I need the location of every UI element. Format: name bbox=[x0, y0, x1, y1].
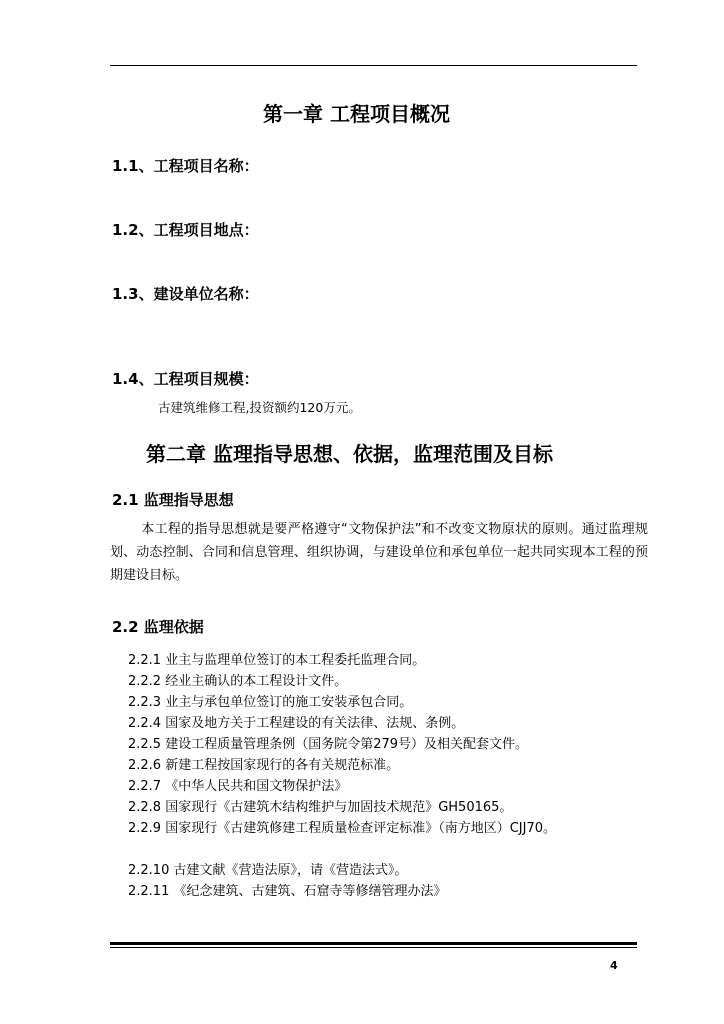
project-scale-text: 古建筑维修工程,投资额约120万元。 bbox=[158, 400, 361, 415]
page-number: 4 bbox=[610, 959, 618, 972]
basis-item: 2.2.6 新建工程按国家现行的各有关规范标准。 bbox=[128, 758, 400, 773]
item-1-3-label: 1.3、建设单位名称： bbox=[112, 285, 259, 303]
chapter1-title: 第一章 工程项目概况 bbox=[263, 102, 450, 126]
basis-item: 2.2.10 古建文献《营造法原》，请《营造法式》。 bbox=[128, 863, 408, 878]
section-2-1-heading: 2.1 监理指导思想 bbox=[112, 491, 234, 509]
item-1-2-label: 1.2、工程项目地点： bbox=[112, 221, 259, 239]
basis-item: 2.2.11 《纪念建筑、古建筑、石窟寺等修缮管理办法》 bbox=[128, 884, 447, 899]
footer-rule-thin bbox=[110, 947, 637, 948]
basis-item: 2.2.7 《中华人民共和国文物保护法》 bbox=[128, 779, 348, 794]
basis-item: 2.2.9 国家现行《古建筑修建工程质量检查评定标准》（南方地区）CJJ70。 bbox=[128, 821, 556, 836]
section-2-2-heading: 2.2 监理依据 bbox=[112, 618, 204, 636]
header-rule bbox=[110, 65, 637, 66]
basis-item: 2.2.4 国家及地方关于工程建设的有关法律、法规、条例。 bbox=[128, 716, 465, 731]
basis-item: 2.2.1 业主与监理单位签订的本工程委托监理合同。 bbox=[128, 653, 426, 668]
basis-item: 2.2.8 国家现行《古建筑木结构维护与加固技术规范》GH50165。 bbox=[128, 800, 513, 815]
basis-item: 2.2.3 业主与承包单位签订的施工安装承包合同。 bbox=[128, 695, 413, 710]
footer-rule-thick bbox=[110, 942, 637, 945]
basis-item: 2.2.2 经业主确认的本工程设计文件。 bbox=[128, 674, 348, 689]
item-1-1-label: 1.1、工程项目名称： bbox=[112, 157, 259, 175]
section-2-1-paragraph: 本工程的指导思想就是要严格遵守“文物保护法”和不改变文物原状的原则。通过监理规划、动态控制、合同和信息管理、组织协调，与建设单位和承包单位一起共同实现本工程的预期建设目标。 bbox=[110, 522, 648, 583]
chapter2-title: 第二章 监理指导思想、依据，监理范围及目标 bbox=[146, 442, 553, 466]
item-1-4-label: 1.4、工程项目规模： bbox=[112, 370, 259, 388]
basis-item: 2.2.5 建设工程质量管理条例（国务院令第279号）及相关配套文件。 bbox=[128, 737, 529, 752]
